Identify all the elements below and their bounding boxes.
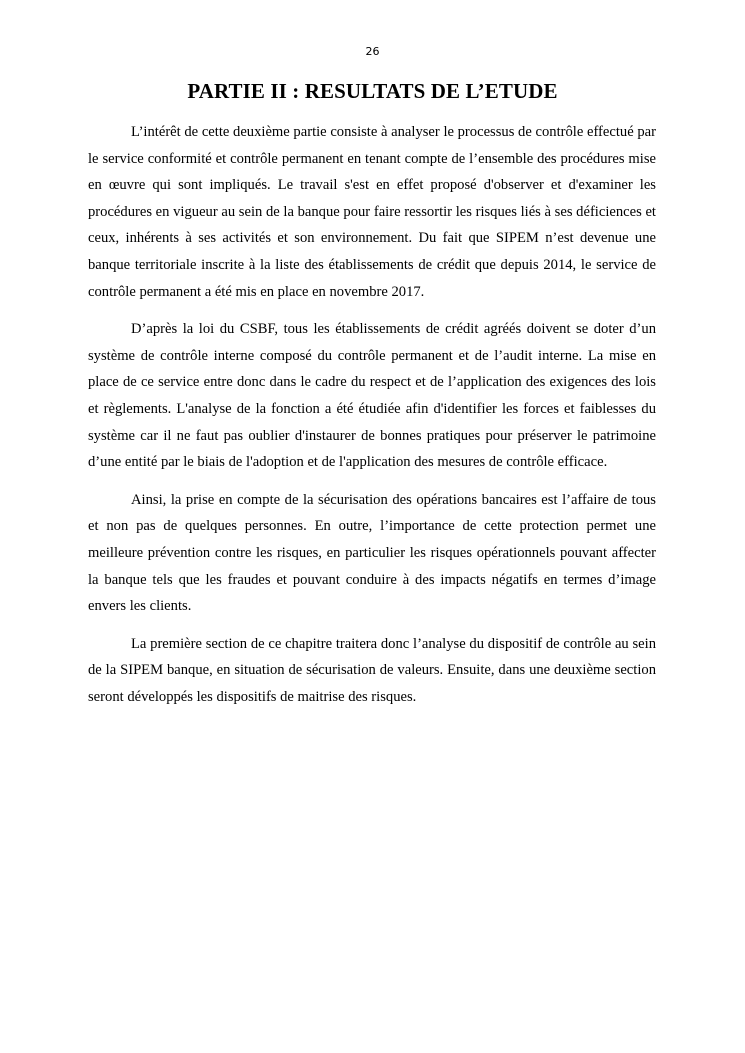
page-number: 26 xyxy=(365,45,380,58)
paragraph-security: Ainsi, la prise en compte de la sécurisation des opérations bancaires est l’affaire de tous et non pas de quelques personnes. En outre, l’importance de cette protection permet une meilleure prévention contre les risques, en particulier les risques opérationnels pouvant affecter la banque tels que les fraudes et pouvant conduire à des impacts négatifs en termes d’image envers les clients. xyxy=(88,491,656,615)
page-title: PARTIE II : RESULTATS DE L’ETUDE xyxy=(187,79,558,103)
document-body xyxy=(88,119,656,721)
paragraph-intro: L’intérêt de cette deuxième partie consiste à analyser le processus de contrôle effectué par le service conformité et contrôle permanent en tenant compte de l’ensemble des procédures mise en œuvre qui sont impliqués. Le travail s'est en effet proposé d'observer et d'examiner les procédures en vigueur au sein de la banque pour faire ressortir les risques liés à ses déficiences et ceux, inhérents à ses activités et son environnement. Du fait que SIPEM n’est devenue une banque territoriale inscrite à la liste des établissements de crédit que depuis 2014, le service de contrôle permanent a été mis en place en novembre 2017. xyxy=(88,124,656,300)
paragraph-csbf-law: D’après la loi du CSBF, tous les établissements de crédit agréés doivent se doter d’un système de contrôle interne composé du contrôle permanent et de l’audit interne. La mise en place de ce service entre donc dans le cadre du respect et de l’application des exigences des lois et règlements. L'analyse de la fonction a été étudiée afin d'identifier les forces et faiblesses du système car il ne faut pas oublier d'instaurer de bonnes pratiques pour préserver le patrimoine d’une entité par le biais de l'adoption et de l'application des mesures de contrôle efficace. xyxy=(88,321,656,471)
paragraph-outline: La première section de ce chapitre traitera donc l’analyse du dispositif de contrôle au sein de la SIPEM banque, en situation de sécurisation de valeurs. Ensuite, dans une deuxième section seront développés les dispositifs de maitrise des risques. xyxy=(88,635,656,705)
